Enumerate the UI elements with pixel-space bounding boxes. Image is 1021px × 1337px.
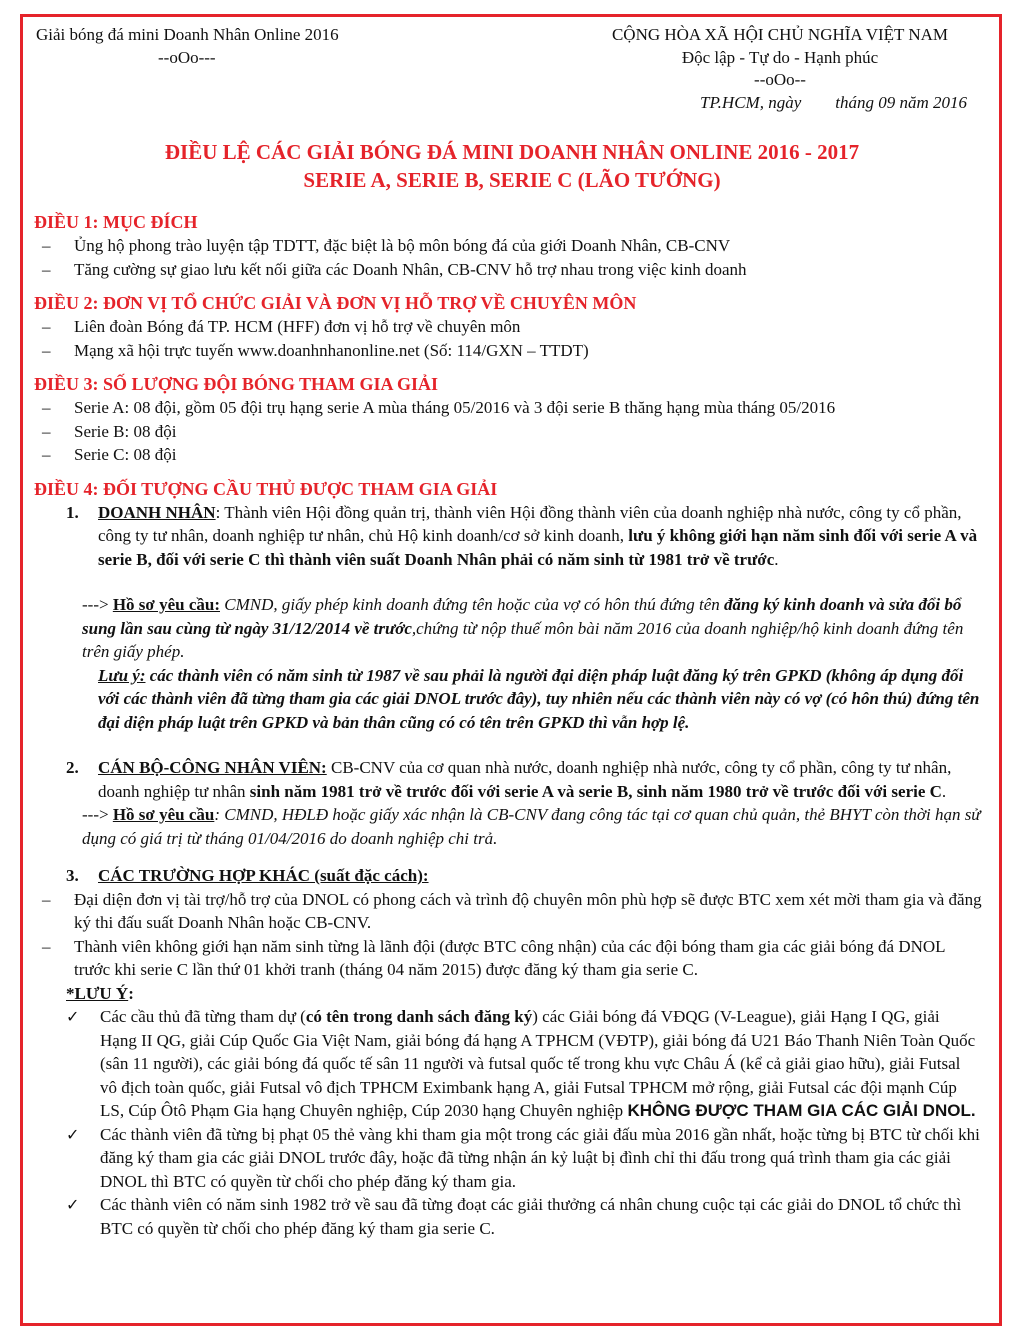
national-ornament: --oOo-- bbox=[754, 70, 806, 89]
national-header bbox=[585, 24, 975, 114]
note-text: các thành viên có năm sinh từ 1987 về sau phải là người đại diện pháp luật đăng ký trên GPKD (không áp dụng đối với các thành viên đã từng tham gia các giải DNOL trước đây), tuy nhiên nếu các thành viên này có vợ (có hôn thú) đứng tên đại diện pháp luật trên GPKD và bản thân cũng có có tên trên GPKD thì vẫn hợp lệ. bbox=[98, 665, 980, 732]
requirements-label: Hồ sơ yêu cầu: bbox=[112, 595, 220, 614]
title-line-1: ĐIỀU LỆ CÁC GIẢI BÓNG ĐÁ MINI DOANH NHÂN ONLINE 2016 - 2017 bbox=[164, 140, 860, 164]
clause-2-staff bbox=[34, 756, 984, 803]
note-item-2: ✓ Các thành viên đã từng bị phạt 05 thẻ vàng khi tham gia một trong các giải đấu mùa 2016 gần nhất, hoặc từng bị BTC từ chối khi đăng ký tham gia các giải DNOL trước đây, hoặc đã từng nhận án kỷ luật bị đình chỉ thi đấu trong quá trình tham gia các giải DNOL thì BTC có quyền từ chối cho phép đăng ký tham gia. bbox=[34, 1123, 984, 1194]
clause-2-requirements bbox=[34, 803, 984, 850]
note-label: Lưu ý: bbox=[98, 665, 146, 685]
title-line-2: SERIE A, SERIE B, SERIE C (LÃO TƯỚNG) bbox=[303, 168, 721, 192]
article-4-heading: ĐIỀU 4: ĐỐI TƯỢNG CẦU THỦ ĐƯỢC THAM GIA GIẢI bbox=[34, 478, 498, 499]
clause-1-business-owner bbox=[34, 501, 984, 572]
special-case-item: – Thành viên không giới hạn năm sinh từng là lãnh đội (được BTC công nhận) của các đội bóng tham gia các giải bóng đá DNOL trước khi serie C lần thứ 01 khởi tranh (tháng 04 năm 2015) được đăng ký tham gia serie C. bbox=[34, 935, 984, 982]
arrow: ---> bbox=[82, 805, 113, 824]
article-1-heading: ĐIỀU 1: MỤC ĐÍCH bbox=[34, 212, 198, 232]
clause-1-note bbox=[34, 664, 984, 735]
clause-label: CÁC TRƯỜNG HỢP KHÁC (suất đặc cách): bbox=[98, 866, 429, 885]
clause-number: 2. bbox=[66, 758, 79, 777]
article-2-heading: ĐIỀU 2: ĐƠN VỊ TỔ CHỨC GIẢI VÀ ĐƠN VỊ HỖ TRỢ VỀ CHUYÊN MÔN bbox=[34, 293, 637, 313]
article-3-item: – Serie B: 08 đội bbox=[34, 420, 984, 444]
clause-text: : Thành viên Hội đồng quản trị, thành viên Hội đồng thành viên của doanh nghiệp nhà nước, công ty cổ phần, công ty tư nhân, doanh nghiệp tư nhân, chủ Hộ kinh doanh/cơ sở kinh doanh, bbox=[98, 502, 962, 545]
clause-bold-text: lưu ý không giới hạn năm sinh đối với serie A và serie B, đối với serie C thì thành viên suất Doanh Nhân phải có năm sinh từ 1981 trở về trước bbox=[98, 526, 978, 569]
clause-end: . bbox=[774, 549, 779, 569]
clause-number: 1. bbox=[66, 502, 79, 522]
document-date: TP.HCM, ngày tháng 09 năm 2016 bbox=[700, 92, 967, 112]
organizer-name: Giải bóng đá mini Doanh Nhân Online 2016 bbox=[36, 25, 339, 44]
article-2-item: – Liên đoàn Bóng đá TP. HCM (HFF) đơn vị hỗ trợ về chuyên môn bbox=[34, 315, 984, 339]
article-3-item: – Serie C: 08 đội bbox=[34, 443, 984, 467]
clause-text: CB-CNV của cơ quan nhà nước, doanh nghiệp nhà nước, công ty cổ phần, công ty tư nhân, doanh nghiệp tư nhân bbox=[98, 758, 952, 801]
organizer-header bbox=[36, 24, 339, 69]
clause-number: 3. bbox=[66, 866, 79, 885]
article-1-item: – Ủng hộ phong trào luyện tập TDTT, đặc biệt là bộ môn bóng đá của giới Doanh Nhân, CB-CNV bbox=[34, 234, 984, 258]
clause-1-requirements bbox=[34, 593, 984, 664]
article-2-item: – Mạng xã hội trực tuyến www.doanhnhanonline.net (Số: 114/GXN – TTDT) bbox=[34, 339, 984, 363]
requirements-text-end: ,chứng từ nộp thuế môn bài năm 2016 của doanh nghiệp/hộ kinh doanh đứng tên trên giấy phép. bbox=[82, 618, 964, 661]
organizer-ornament: --oOo--- bbox=[158, 47, 216, 67]
clause-label: CÁN BỘ-CÔNG NHÂN VIÊN: bbox=[98, 758, 327, 777]
arrow: ---> bbox=[82, 595, 113, 614]
article-3-item: – Serie A: 08 đội, gồm 05 đội trụ hạng serie A mùa tháng 05/2016 và 3 đội serie B thăng hạng mùa tháng 05/2016 bbox=[34, 396, 984, 420]
article-1-item: – Tăng cường sự giao lưu kết nối giữa các Doanh Nhân, CB-CNV hỗ trợ nhau trong việc kinh doanh bbox=[34, 258, 984, 282]
article-3-heading: ĐIỀU 3: SỐ LƯỢNG ĐỘI BÓNG THAM GIA GIẢI bbox=[34, 374, 439, 394]
notes-heading: *LƯU Ý: bbox=[66, 983, 134, 1003]
clause-end: . bbox=[941, 781, 947, 801]
special-case-item: – Đại diện đơn vị tài trợ/hỗ trợ của DNOL có phong cách và trình độ chuyên môn phù hợp sẽ được BTC xem xét mời tham gia và đăng ký thi đấu suất Doanh Nhân hoặc CB-CNV. bbox=[34, 888, 984, 935]
note-item-1: ✓ Các cầu thủ đã từng tham dự (có tên trong danh sách đăng ký) các Giải bóng đá VĐQG (V-League), giải Hạng I QG, giải Hạng II QG, giải Cúp Quốc Gia Việt Nam, giải bóng đá hạng A TPHCM (VĐTP), giải bóng đá U21 Báo Thanh Niên Toàn Quốc (sân 11 người), các giải bóng đá quốc tế sân 11 người và futsal quốc tế trong khu vực Châu Á (kể cả giải giao hữu), giải Futsal vô địch toàn quốc, giải Futsal vô địch TPHCM Eximbank hạng A, giải Futsal TPHCM mở rộng, giải Futsal các đội mạnh Cúp LS, Cúp Ôtô Phạm Gia hạng Chuyên nghiệp, Cúp 2030 hạng Chuyên nghiệp KHÔNG ĐƯỢC THAM GIA CÁC GIẢI DNOL. bbox=[34, 1005, 984, 1123]
requirements-bold: đăng ký kinh doanh và sửa đổi bổ sung lần sau cùng từ ngày 31/12/2014 về trước bbox=[82, 595, 962, 638]
clause-3-special-cases bbox=[34, 864, 984, 888]
document-body bbox=[34, 210, 984, 1240]
national-title: CỘNG HÒA XÃ HỘI CHỦ NGHĨA VIỆT NAM bbox=[611, 25, 949, 44]
clause-bold-text: sinh năm 1981 trở về trước đối với serie A và serie B, sinh năm 1980 trở về trước đối với serie C bbox=[249, 781, 942, 801]
clause-label: DOANH NHÂN bbox=[98, 502, 216, 522]
requirements-text: : CMND, HĐLĐ hoặc giấy xác nhận là CB-CNV đang công tác tại cơ quan chủ quản, thẻ BHYT còn thời hạn sử dụng có giá trị từ tháng 01/04/2016 do doanh nghiệp chi trả. bbox=[82, 805, 981, 848]
document-title bbox=[24, 138, 1000, 194]
note-item-3: ✓ Các thành viên có năm sinh 1982 trở về sau đã từng đoạt các giải thưởng cá nhân chung cuộc tại các giải do DNOL tổ chức thì BTC có quyền từ chối cho phép đăng ký tham gia serie C. bbox=[34, 1193, 984, 1240]
national-motto: Độc lập - Tự do - Hạnh phúc bbox=[681, 47, 879, 67]
requirements-text: CMND, giấy phép kinh doanh đứng tên hoặc của vợ có hôn thú đứng tên bbox=[220, 595, 725, 614]
not-allowed-text: KHÔNG ĐƯỢC THAM GIA CÁC GIẢI DNOL. bbox=[627, 1101, 976, 1120]
requirements-label: Hồ sơ yêu cầu bbox=[112, 805, 215, 824]
